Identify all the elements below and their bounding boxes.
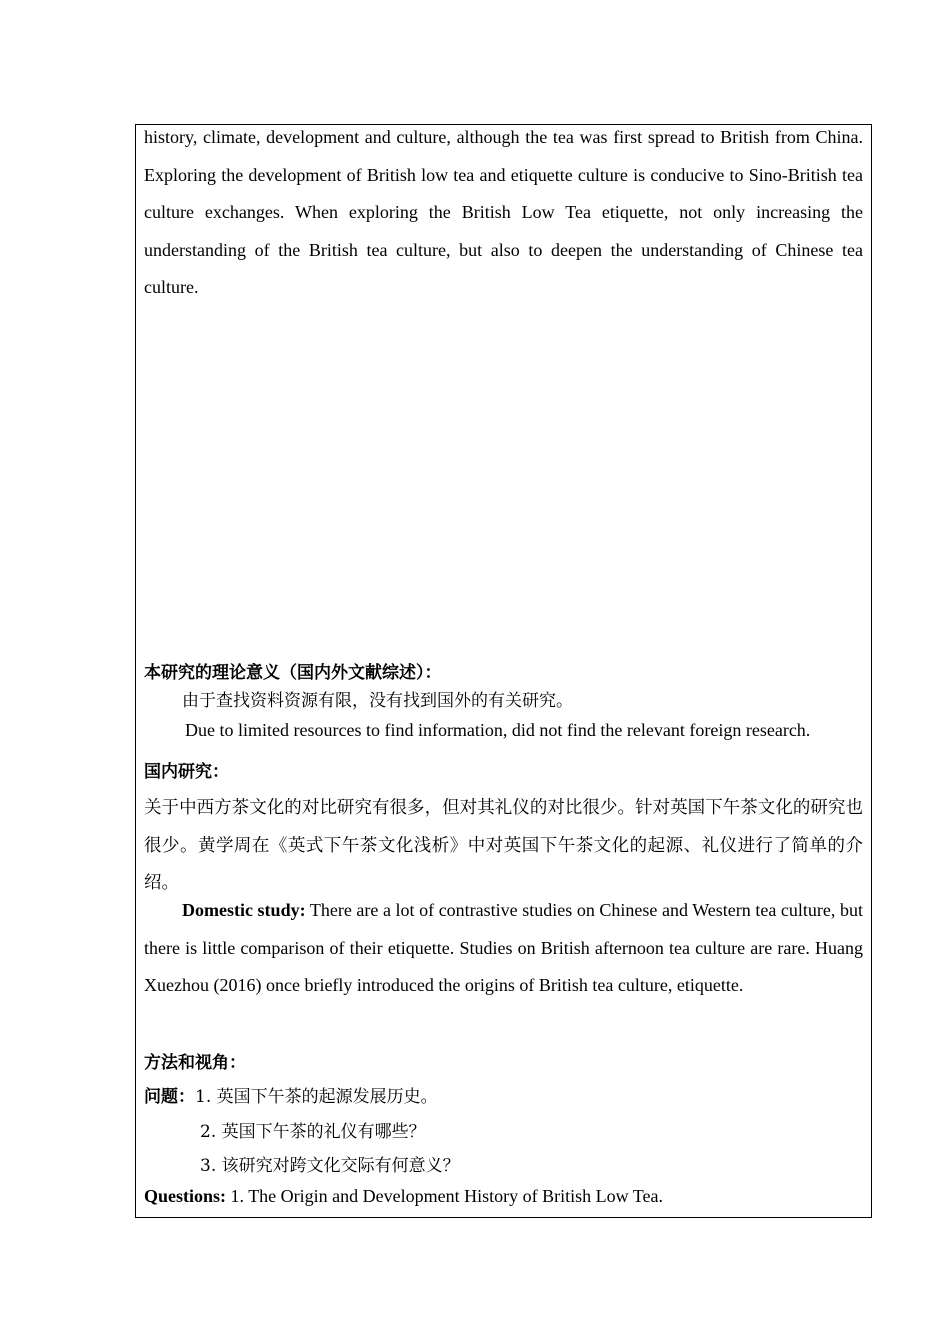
domestic-en-label: Domestic study: xyxy=(182,900,306,920)
questions-en-row-1 xyxy=(144,1186,863,1207)
questions-cn-row-1 xyxy=(144,1082,863,1107)
domestic-en-text: There are a lot of contrastive studies on Chinese and Western tea culture, but there is little comparison of their etiquette. Studies on British afternoon tea culture are rare. Huang Xuezhou (2016) once briefly introduced the origins of British tea culture, etiquette. xyxy=(144,900,863,995)
theory-en-line: Due to limited resources to find information, did not find the relevant foreign research. xyxy=(185,720,811,740)
domestic-en-paragraph xyxy=(144,892,863,1005)
question-cn-1: 1. 英国下午茶的起源发展历史。 xyxy=(195,1087,438,1107)
question-cn-3: 3. 该研究对跨文化交际有何意义？ xyxy=(200,1156,460,1176)
domestic-heading: 国内研究： xyxy=(144,762,229,782)
theory-heading: 本研究的理论意义（国内外文献综述）： xyxy=(144,663,442,683)
questions-cn-label: 问题： xyxy=(144,1087,195,1107)
methods-heading: 方法和视角： xyxy=(144,1053,246,1073)
domestic-cn-paragraph: 关于中西方茶文化的对比研究有很多，但对其礼仪的对比很少。针对英国下午茶文化的研究也很少。黄学周在《英式下午茶文化浅析》中对英国下午茶文化的起源、礼仪进行了简单的介绍。 xyxy=(144,798,863,893)
question-cn-2: 2. 英国下午茶的礼仪有哪些？ xyxy=(200,1122,426,1142)
question-en-1: 1. The Origin and Development History of British Low Tea. xyxy=(226,1186,664,1206)
intro-paragraph: history, climate, development and culture, although the tea was first spread to British from China. Exploring the development of British low tea and etiquette culture is conducive to Sino-British tea culture exchanges. When exploring the British Low Tea etiquette, not only increasing the understanding of the British tea culture, but also to deepen the understanding of Chinese tea culture. xyxy=(144,127,863,297)
theory-cn-line: 由于查找资料资源有限，没有找到国外的有关研究。 xyxy=(182,691,573,711)
questions-en-label: Questions: xyxy=(144,1186,227,1206)
